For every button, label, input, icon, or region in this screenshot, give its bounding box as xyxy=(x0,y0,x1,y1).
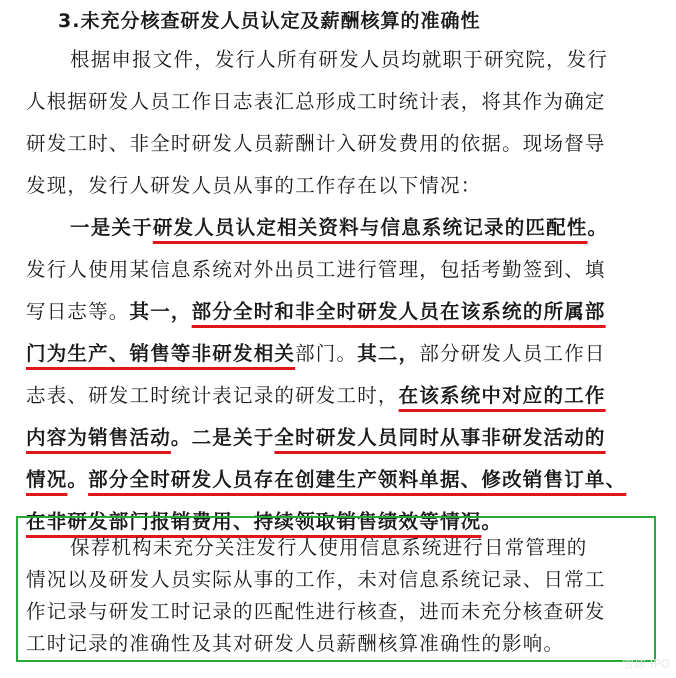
first-point-label: 其一， xyxy=(129,300,192,323)
paragraph-2-line-5 xyxy=(26,380,606,408)
underlined-text: 研发人员认定相关资料与信息系统记录的匹配性 xyxy=(152,216,588,239)
paragraph-2-line-4 xyxy=(26,338,606,366)
paragraph-1-line-4: 发现，发行人研发人员从事的工作存在以下情况： xyxy=(26,174,482,197)
paragraph-2-line-2: 发行人使用某信息系统对外出员工进行管理，包括考勤签到、填 xyxy=(26,258,606,281)
text-span: 志表、研发工时统计表记录的研发工时， xyxy=(26,384,399,407)
underlined-text: 情况 xyxy=(26,468,68,491)
watermark: 雪球·IPO xyxy=(621,657,670,671)
paragraph-3-line-4: 工时记录的准确性及其对研发人员薪酬核算准确性的影响。 xyxy=(26,632,565,655)
section-heading: 3.未充分核查研发人员认定及薪酬核算的准确性 xyxy=(58,10,481,32)
paragraph-1-line-1: 根据申报文件，发行人所有研发人员均就职于研究院，发行 xyxy=(70,48,609,71)
punctuation: 。 xyxy=(587,216,609,239)
text-span: 部分研发人员工作日 xyxy=(419,342,606,365)
finding-two-label: 。二是关于 xyxy=(170,426,275,449)
paragraph-3-line-3: 作记录与研发工时记录的匹配性进行核查，进而未充分核查研发 xyxy=(26,600,606,623)
paragraph-1-line-2: 人根据研发人员工作日志表汇总形成工时统计表，将其作为确定 xyxy=(26,90,606,113)
paragraph-2-line-6 xyxy=(26,422,606,450)
punctuation: 。 xyxy=(67,468,89,491)
finding-one-label: 一是关于 xyxy=(70,216,153,239)
underlined-text: 部分全时和非全时研发人员在该系统的所属部 xyxy=(191,300,606,323)
paragraph-3-line-2: 情况以及研发人员实际从事的工作，未对信息系统记录、日常工 xyxy=(26,568,606,591)
underlined-text: 全时研发人员同时从事非研发活动的 xyxy=(274,426,606,449)
punctuation: 。 xyxy=(481,510,503,533)
paragraph-1-line-3: 研发工时、非全时研发人员薪酬计入研发费用的依据。现场督导 xyxy=(26,132,606,155)
second-point-label: 其二， xyxy=(357,342,420,365)
underlined-text: 在该系统中对应的工作 xyxy=(398,384,606,407)
text-span: 写日志等。 xyxy=(26,300,130,323)
underlined-text: 内容为销售活动 xyxy=(26,426,171,449)
underlined-text: 在非研发部门报销费用、持续领取销售绩效等情况 xyxy=(26,510,482,533)
underlined-text: 部分全时研发人员存在创建生产领料单据、修改销售订单、 xyxy=(88,468,627,491)
paragraph-2-line-3 xyxy=(26,296,606,324)
paragraph-2-line-7 xyxy=(26,464,626,492)
text-span: 部门。 xyxy=(295,342,358,365)
paragraph-3-line-1: 保荐机构未充分关注发行人使用信息系统进行日常管理的 xyxy=(70,536,588,559)
underlined-text: 门为生产、销售等非研发相关 xyxy=(26,342,296,365)
paragraph-2-line-1 xyxy=(70,212,608,240)
